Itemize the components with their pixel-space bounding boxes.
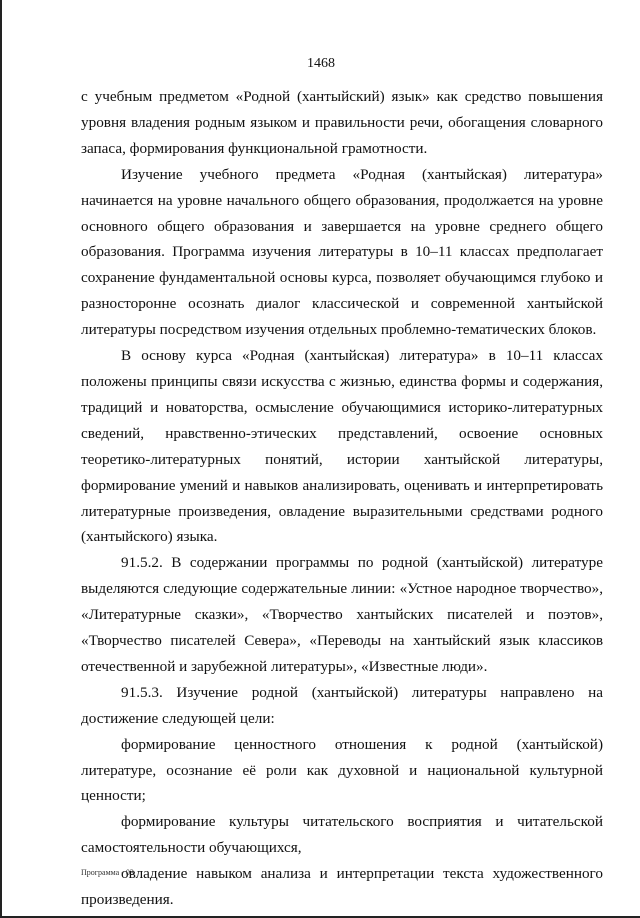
paragraph-content-lines: 91.5.2. В содержании программы по родной (хантыйской) литературе выделяются следующие содержательные линии: «Устное народное творчество», «Литературные сказки», «Творчество хантыйских писателей и поэтов», «Творчество писателей Севера», «Переводы на хантыйский язык классиков отечественной и зарубежной литературы», «Известные люди». bbox=[81, 554, 603, 675]
paragraph-course-principles: В основу курса «Родная (хантыйская) литература» в 10–11 классах положены принципы связи искусства с жизнью, единства формы и содержания, традиций и новаторства, осмысление обучающимися историко-литературных сведений, нравственно-этических представлений, освоение основных теоретико-литературных понятий, истории хантыйской литературы, формирование умений и навыков анализировать, оценивать и интерпретировать литературные произведения, овладение выразительными средствами родного (хантыйского) языка. bbox=[81, 347, 603, 546]
paragraph-goal-culture: формирование культуры читательского восприятия и читательской самостоятельности обучающихся, bbox=[81, 813, 603, 857]
paragraph-course-study: Изучение учебного предмета «Родная (хантыйская) литература» начинается на уровне начального общего образования, продолжается на уровне основного общего образования и завершается на уровне среднего общего образования. Программа изучения литературы в 10–11 классах предполагает сохранение фундаментальной основы курса, позволяет обучающимся глубоко и разносторонне осознать диалог классической и современной хантыйской литературы посредством изучения отдельных проблемно-тематических блоков. bbox=[81, 165, 603, 339]
footer-label: Программа - 03 bbox=[81, 868, 134, 877]
paragraph-continuation: с учебным предметом «Родной (хантыйский) язык» как средство повышения уровня владения родным языком и правильности речи, обогащения словарного запаса, формирования функциональной грамотности. bbox=[81, 88, 603, 157]
page-number: 1468 bbox=[307, 56, 335, 71]
paragraph-goal-analysis: овладение навыком анализа и интерпретации текста художественного произведения. bbox=[81, 865, 603, 909]
paragraph-goal-intro: 91.5.3. Изучение родной (хантыйской) литературы направлено на достижение следующей цели: bbox=[81, 683, 603, 727]
paragraph-goal-values: формирование ценностного отношения к родной (хантыйской) литературе, осознание её роли как духовной и национальной культурной ценности; bbox=[81, 735, 603, 805]
body-text bbox=[81, 84, 603, 913]
